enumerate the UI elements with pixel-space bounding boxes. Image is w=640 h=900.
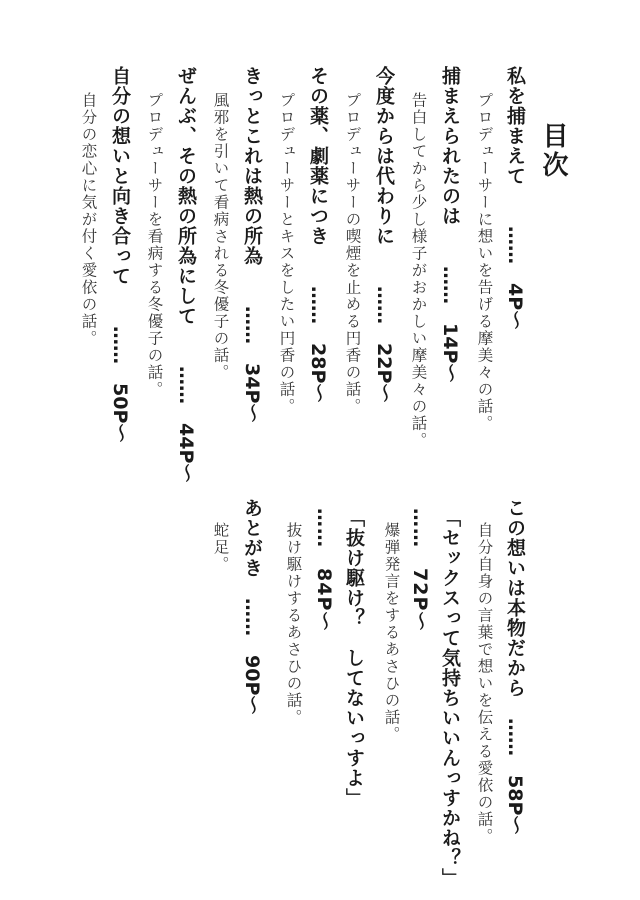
entry-page-ref: …… 14P～ bbox=[439, 266, 461, 383]
entry-page-ref: …… 58P～ bbox=[504, 718, 526, 835]
entry-page-ref: …… 34P～ bbox=[241, 306, 263, 423]
toc-entry-desc: 抜け駆けするあさひの話。 bbox=[284, 522, 303, 726]
entry-page-ref: …… 28P～ bbox=[307, 286, 329, 403]
toc-entry-title bbox=[176, 66, 195, 482]
toc-entry-desc: 告白してから少し様子がおかしい摩美々の話。 bbox=[409, 92, 428, 449]
toc-entry-title bbox=[308, 66, 327, 402]
toc-entry-desc: 自分の恋心に気が付く愛依の話。 bbox=[79, 92, 98, 347]
toc-entry-title-continued: …… 84P～ bbox=[313, 508, 335, 632]
entry-page-ref: …… 4P～ bbox=[504, 226, 526, 330]
toc-entry-desc: プロデューサーを看病する冬優子の話。 bbox=[145, 92, 164, 398]
toc-heading: 目次 bbox=[538, 122, 568, 180]
toc-entry-desc: プロデューサーの喫煙を止める円香の話。 bbox=[343, 92, 362, 415]
entry-page-ref: …… 44P～ bbox=[175, 366, 197, 483]
toc-entry-desc: 自分自身の言葉で想いを伝える愛依の話。 bbox=[475, 522, 494, 845]
toc-entry-desc: プロデューサーとキスをしたい円香の話。 bbox=[277, 92, 296, 415]
toc-entry-title bbox=[505, 66, 524, 329]
toc-entry-title: 「抜け駆け？ してないっすよ」 bbox=[343, 508, 365, 808]
toc-entry-title: 「セックスって気持ちいいんっすかね？」 bbox=[439, 508, 461, 888]
entry-page-ref: …… 50P～ bbox=[109, 326, 131, 443]
toc-entry-desc: 蛇足。 bbox=[211, 522, 230, 573]
entry-title-text: 私を捕まえて bbox=[504, 66, 526, 186]
entry-page-ref: …… 90P～ bbox=[241, 598, 263, 715]
toc-entry-desc: 爆弾発言をするあさひの話。 bbox=[382, 522, 401, 743]
entry-title-text: その薬、劇薬につき bbox=[307, 66, 329, 246]
entry-title-text: 捕まえられたのは bbox=[439, 66, 461, 226]
entry-title-text: 今度からは代わりに bbox=[373, 66, 395, 246]
toc-entry-desc: プロデューサーに想いを告げる摩美々の話。 bbox=[475, 92, 494, 432]
toc-entry-title bbox=[505, 498, 524, 834]
toc-entry-title bbox=[110, 66, 129, 442]
toc-entry-title bbox=[440, 66, 459, 382]
entry-title-text: あとがき bbox=[241, 498, 263, 578]
toc-entry-desc: 風邪を引いて看病される冬優子の話。 bbox=[211, 92, 230, 381]
entry-title-text: きっとこれは熱の所為 bbox=[241, 66, 263, 266]
toc-entry-title bbox=[242, 498, 261, 714]
entry-page-ref: …… 22P～ bbox=[373, 286, 395, 403]
toc-entry-title bbox=[374, 66, 393, 402]
entry-title-text: ぜんぶ、その熱の所為にして bbox=[175, 66, 197, 326]
toc-entry-title-continued: …… 72P～ bbox=[409, 508, 431, 632]
toc-entry-title bbox=[242, 66, 261, 422]
entry-title-text: 自分の想いと向き合って bbox=[109, 66, 131, 286]
entry-title-text: この想いは本物だから bbox=[504, 498, 526, 698]
